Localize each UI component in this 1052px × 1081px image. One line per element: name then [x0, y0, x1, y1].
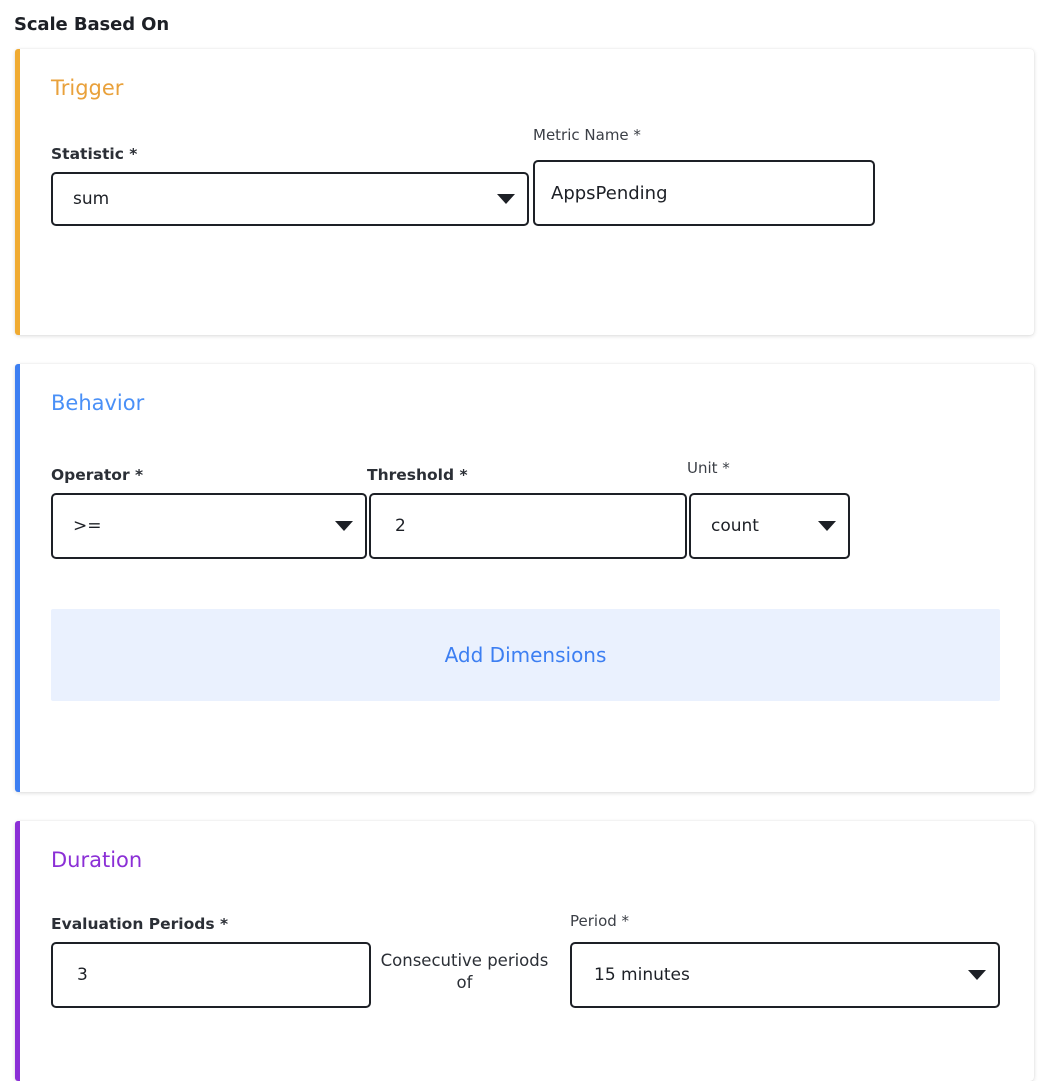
duration-fields-row [51, 912, 1000, 1008]
evaluation-periods-input[interactable] [51, 942, 371, 1008]
unit-label: Unit * [687, 459, 730, 478]
operator-select[interactable] [51, 493, 367, 559]
duration-card [15, 821, 1034, 1081]
metric-name-field [533, 126, 875, 226]
operator-label: Operator * [51, 466, 144, 485]
statistic-field [51, 145, 529, 226]
trigger-fields-row [51, 126, 1000, 226]
threshold-input[interactable] [369, 493, 687, 559]
operator-field [51, 466, 367, 559]
chevron-down-icon [818, 521, 836, 531]
behavior-fields-row [51, 459, 1000, 559]
statistic-label: Statistic * [51, 145, 138, 164]
statistic-value: sum [73, 189, 110, 210]
add-dimensions-button[interactable]: Add Dimensions [51, 609, 1000, 701]
duration-accent-stripe [15, 821, 20, 1081]
chevron-down-icon [335, 521, 353, 531]
behavior-accent-stripe [15, 364, 20, 792]
trigger-card [15, 49, 1034, 335]
evaluation-periods-field [51, 915, 371, 1008]
duration-title: Duration [51, 848, 143, 872]
behavior-card [15, 364, 1034, 792]
threshold-label: Threshold * [367, 466, 468, 485]
chevron-down-icon [497, 194, 515, 204]
evaluation-periods-value: 3 [77, 965, 88, 986]
behavior-title: Behavior [51, 391, 145, 415]
trigger-title: Trigger [51, 76, 124, 100]
unit-value: count [711, 516, 759, 537]
metric-name-value: AppsPending [551, 182, 668, 204]
page-title: Scale Based On [14, 14, 170, 35]
metric-name-label: Metric Name * [533, 126, 641, 145]
chevron-down-icon [968, 970, 986, 980]
unit-field [687, 459, 850, 559]
evaluation-periods-label: Evaluation Periods * [51, 915, 229, 934]
threshold-field [367, 466, 687, 559]
unit-select[interactable] [689, 493, 850, 559]
period-value: 15 minutes [594, 965, 690, 986]
trigger-accent-stripe [15, 49, 20, 335]
threshold-value: 2 [395, 516, 406, 537]
period-label: Period * [570, 912, 630, 931]
consecutive-periods-text: Consecutive periods of [380, 950, 549, 992]
statistic-select[interactable] [51, 172, 529, 226]
period-select[interactable] [570, 942, 1000, 1008]
period-field [570, 912, 1000, 1008]
metric-name-input[interactable] [533, 160, 875, 226]
operator-value: >= [73, 516, 102, 537]
